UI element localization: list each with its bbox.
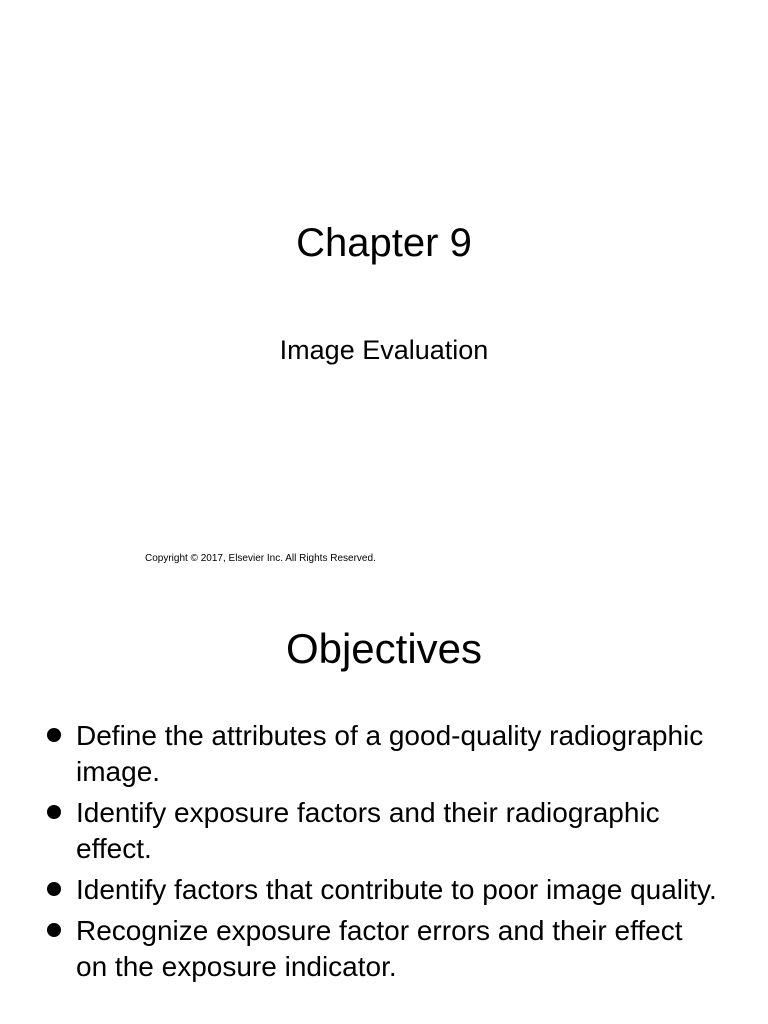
bullet-icon <box>47 805 61 819</box>
list-item <box>0 913 768 985</box>
copyright-notice: Copyright © 2017, Elsevier Inc. All Rights Reserved. <box>145 553 376 564</box>
objectives-heading: Objectives <box>285 625 483 672</box>
list-item <box>0 872 768 908</box>
bullet-text: Recognize exposure factor errors and their effect on the exposure indicator. <box>76 915 683 982</box>
chapter-title: Chapter 9 <box>296 221 472 265</box>
bullet-icon <box>47 923 61 937</box>
bullet-icon <box>47 882 61 896</box>
bullet-icon <box>47 728 61 742</box>
bullet-text: Identify exposure factors and their radiographic effect. <box>76 797 660 864</box>
bullet-text: Define the attributes of a good-quality radiographic image. <box>76 720 704 787</box>
objectives-slide <box>0 576 768 1024</box>
list-item <box>0 718 768 790</box>
list-item <box>0 795 768 867</box>
chapter-subtitle: Image Evaluation <box>279 335 489 365</box>
bullet-text: Identify factors that contribute to poor image quality. <box>76 874 717 905</box>
objectives-list <box>0 718 768 990</box>
